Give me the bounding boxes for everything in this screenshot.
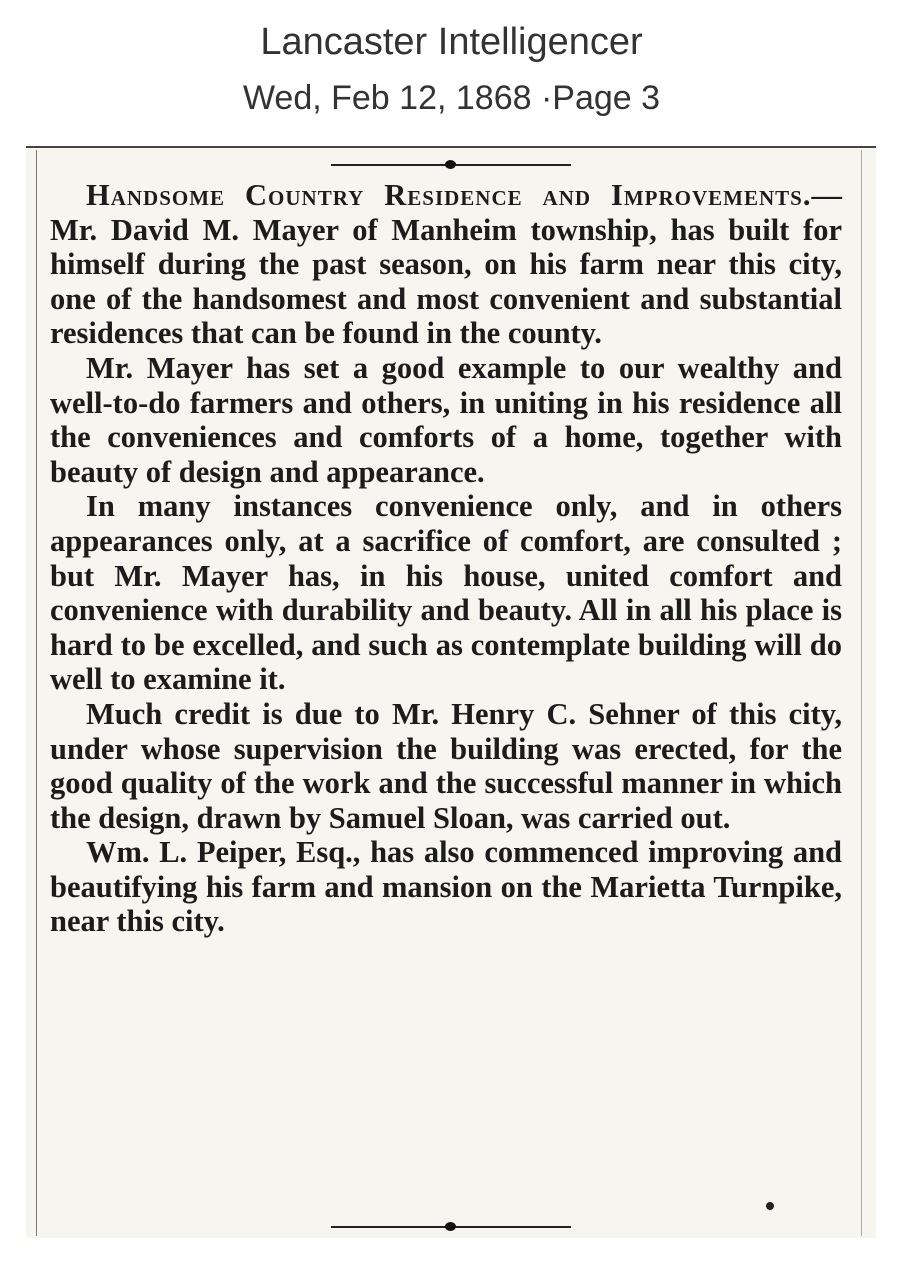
- column-rule-left: [36, 150, 37, 1236]
- bottom-ornament-divider: [331, 1222, 571, 1232]
- publication-title: Lancaster Intelligencer: [260, 21, 643, 63]
- article-paragraph-2: Mr. Mayer has set a good example to our wealthy and well-to-do farmers and others, in uniting in his residence all the conveniences and comforts of a home, together with beauty of design and appearance.: [50, 350, 842, 489]
- article-paragraph-4: Much credit is due to Mr. Henry C. Sehner of this city, under whose supervision the building was erected, for the good quality of the work and the successful manner in which the design, drawn by Samuel Sloan, was carried out.: [50, 696, 842, 835]
- article-paragraph-5: Wm. L. Peiper, Esq., has also commenced improving and beautifying his farm and mansion on the Marietta Turnpike, near this city.: [50, 835, 842, 939]
- article-headline: Handsome Country Residence and Improvements.: [86, 178, 812, 212]
- top-ornament-divider: [331, 160, 571, 170]
- end-mark: [766, 1202, 774, 1210]
- article-body: [50, 178, 842, 939]
- article-text-1: —Mr. David M. Mayer of Manheim township, has built for himself during the past season, on his farm near this city, one of the handsomest and most convenient and substantial residences that can be found in the county.: [50, 178, 842, 351]
- article-paragraph-3: In many instances convenience only, and in others appearances only, at a sacrifice of comfort, are consulted ; but Mr. Mayer has, in his house, united comfort and convenience with durability and beauty. All in all his place is hard to be excelled, and such as contemplate building will do well to examine it.: [50, 489, 842, 697]
- article-paragraph-1: [50, 178, 842, 351]
- column-rule-right: [861, 150, 862, 1236]
- publication-date: Wed, Feb 12, 1868 ·Page 3: [242, 79, 661, 117]
- newspaper-clipping: [26, 146, 876, 1238]
